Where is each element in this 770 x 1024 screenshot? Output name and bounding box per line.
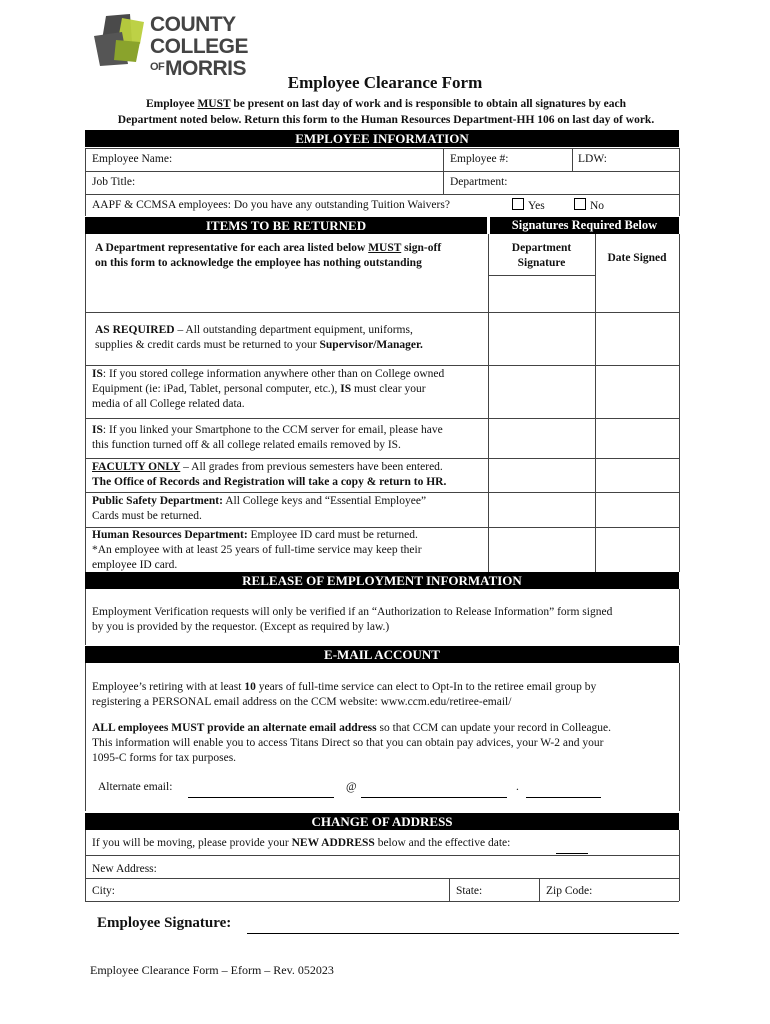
date-signed-heading: Date Signed [607,252,667,264]
item-human-resources: Human Resources Department: Employee ID card must be returned. *An employee with at least 25 years of full-time service may keep their employee ID card. [92,529,422,571]
job-title-label: Job Title: [92,176,136,188]
email-header: E-MAIL ACCOUNT [85,646,679,663]
footer-text: Employee Clearance Form – Eform – Rev. 052023 [90,963,334,977]
alternate-email-label: Alternate email: [98,781,173,793]
item-is-smartphone: IS: If you linked your Smartphone to the CCM server for email, please have this function turned off & all college related emails removed by IS. [92,424,443,451]
items-header: ITEMS TO BE RETURNED [85,217,487,234]
new-address-label: New Address: [92,863,157,875]
city-label: City: [92,885,116,897]
checkbox-icon[interactable] [512,198,524,210]
alternate-email-domain-field[interactable] [361,780,507,798]
alternate-email-tld-field[interactable] [526,780,601,798]
tuition-yes-option[interactable]: Yes [512,198,545,214]
email-retiree-text: Employee’s retiring with at least 10 years of full-time service can elect to Opt-In to the retiree email group by registering a PERSONAL email address on the CCM website: www.ccm.edu/retiree-email/ [92,681,597,708]
address-header: CHANGE OF ADDRESS [85,813,679,830]
item-public-safety: Public Safety Department: All College keys and “Essential Employee” Cards must be returned. [92,495,427,522]
item-as-required: AS REQUIRED – All outstanding department equipment, uniforms, supplies & credit cards must be returned to your Supervisor/Manager. [95,324,423,351]
ldw-label: LDW: [578,153,607,165]
signatures-header: Signatures Required Below [490,217,679,234]
state-label: State: [456,885,483,897]
tuition-no-option[interactable]: No [574,198,604,214]
department-label: Department: [450,176,508,188]
employee-signature-line[interactable] [247,933,679,934]
items-instructions: A Department representative for each area listed below MUST sign-off on this form to acknowledge the employee has nothing outstanding [95,242,442,269]
at-sign: @ [346,781,357,793]
logo-line3: MORRIS [165,57,246,80]
intro-text: Employee MUST be present on last day of work and is responsible to obtain all signatures by each Department noted below. Return this form to the Human Resources Department-HH 106 on last day of work. [117,98,655,126]
department-signature-heading: Department Signature [511,242,572,269]
logo-of: OF [150,61,165,73]
item-faculty-only: FACULTY ONLY – All grades from previous semesters have been entered. The Office of Records and Registration will take a copy & return to HR. [92,461,447,488]
employee-signature-label: Employee Signature: [97,915,232,931]
release-text: Employment Verification requests will only be verified if an “Authorization to Release Information” form signed by you is provided by the requestor. (Except as required by law.) [92,606,613,633]
release-header: RELEASE OF EMPLOYMENT INFORMATION [85,572,679,589]
employee-name-label: Employee Name: [92,153,173,165]
employee-info-header: EMPLOYEE INFORMATION [85,130,679,147]
email-alternate-text: ALL employees MUST provide an alternate email address so that CCM can update your record in Colleague. This information will enable you to access Titans Direct so that you can obtain pay advices, your W-2 and your 1095-C forms for tax purposes. [92,722,612,764]
tuition-waiver-question: AAPF & CCMSA employees: Do you have any outstanding Tuition Waivers? [92,199,450,211]
dot-sign: . [516,781,519,793]
logo-line2: COLLEGE [150,35,249,58]
checkbox-icon[interactable] [574,198,586,210]
page-title: Employee Clearance Form [287,73,483,92]
logo-mark-icon [92,12,154,74]
zip-code-label: Zip Code: [546,885,593,897]
alternate-email-user-field[interactable] [188,780,334,798]
employee-number-label: Employee #: [450,153,509,165]
effective-date-field[interactable] [556,836,588,854]
item-is-data: IS: If you stored college information anywhere other than on College owned Equipment (ie: iPad, Tablet, personal computer, etc.), IS must clear your media of all College related data. [92,368,445,410]
logo-line1: COUNTY [150,13,236,36]
moving-instructions: If you will be moving, please provide your NEW ADDRESS below and the effective date: [92,837,511,849]
